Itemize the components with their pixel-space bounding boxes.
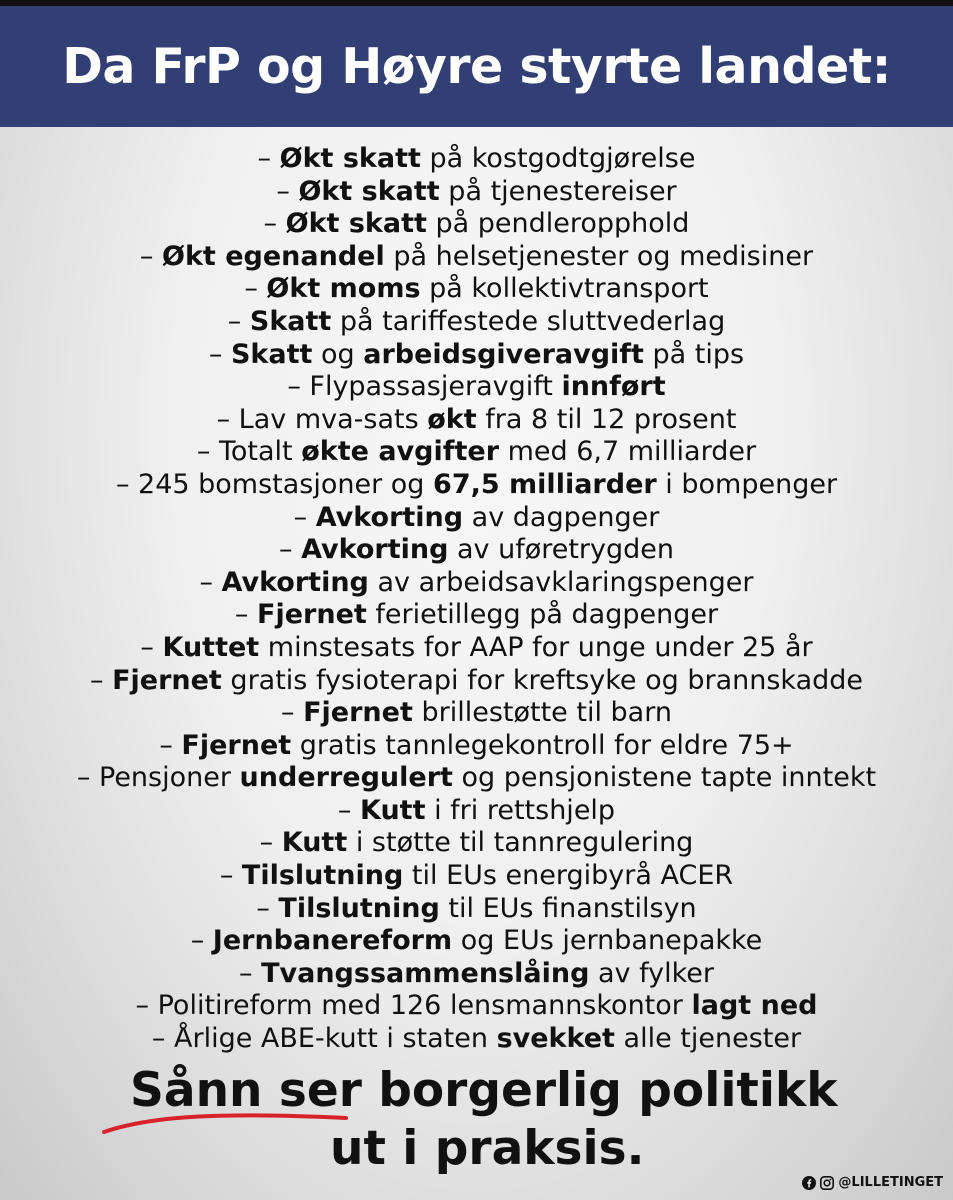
emphasis-text: Tvangssammenslåing: [261, 957, 590, 989]
item-text: på tjenestereiser: [439, 175, 677, 207]
list-item: [0, 143, 953, 176]
item-text: –: [257, 143, 280, 174]
list-item: [0, 567, 953, 600]
item-text: –: [293, 501, 316, 533]
item-text: – Lav mva-sats: [216, 403, 428, 435]
list-item: [0, 306, 953, 339]
item-text: –: [276, 175, 299, 207]
list-item: [0, 697, 953, 730]
item-text: gratis tannlegekontroll for eldre 75+: [291, 729, 794, 761]
item-text: –: [234, 599, 258, 631]
item-text: i støtte til tannregulering: [347, 827, 694, 859]
emphasis-text: Fjernet: [257, 599, 367, 631]
list-item: [0, 241, 953, 274]
item-text: – Totalt: [196, 436, 302, 468]
item-text: minstesats for AAP for unge under 25 år: [259, 631, 813, 663]
list-item: [0, 176, 953, 209]
item-text: og: [312, 338, 364, 370]
emphasis-text: Økt skatt: [279, 143, 421, 174]
list-item: [0, 599, 953, 632]
item-text: –: [89, 664, 113, 696]
emphasis-text: Jernbanereform: [212, 925, 453, 957]
item-text: –: [139, 240, 163, 272]
emphasis-text: Tilslutning: [241, 860, 404, 892]
emphasis-text: innført: [561, 371, 666, 403]
policy-list: [0, 143, 953, 1056]
item-text: på helsetjenester og medisiner: [384, 240, 814, 272]
item-text: av fylker: [589, 957, 714, 989]
item-text: på tips: [643, 338, 745, 370]
closing-line-1: Sånn ser borgerlig politikk: [130, 1063, 838, 1118]
emphasis-text: Fjernet: [181, 729, 292, 761]
item-text: –: [337, 794, 360, 826]
emphasis-text: Avkorting: [301, 534, 449, 566]
item-text: brillestøtte til barn: [412, 697, 672, 729]
emphasis-text: Fjernet: [303, 697, 413, 729]
list-item: [0, 958, 953, 991]
item-text: på kollektivtransport: [420, 273, 709, 305]
item-text: – Årlige ABE-kutt i staten: [151, 1023, 497, 1055]
emphasis-text: Fjernet: [112, 664, 222, 696]
emphasis-text: arbeidsgiveravgift: [363, 338, 644, 370]
item-text: –: [199, 566, 222, 598]
item-text: –: [190, 925, 213, 957]
page-title: Da FrP og Høyre styrte landet:: [62, 38, 891, 95]
list-item: [0, 860, 953, 893]
item-text: – 245 bomstasjoner og: [115, 468, 434, 500]
list-item: [0, 925, 953, 958]
list-item: [0, 436, 953, 469]
emphasis-text: Avkorting: [221, 566, 369, 598]
list-item: [0, 632, 953, 665]
list-item: [0, 404, 953, 437]
list-item: [0, 762, 953, 795]
item-text: av dagpenger: [463, 501, 660, 533]
list-item: [0, 893, 953, 926]
header-banner: [0, 6, 953, 127]
item-text: –: [278, 534, 302, 566]
emphasis-text: økte avgifter: [301, 436, 500, 468]
emphasis-text: Avkorting: [315, 501, 464, 533]
list-item: [0, 208, 953, 241]
item-text: fra 8 til 12 prosent: [476, 403, 737, 435]
item-text: gratis fysioterapi for kreftsyke og brannskadde: [221, 664, 864, 696]
item-text: – Flypassasjeravgift: [287, 371, 562, 403]
item-text: og EUs jernbanepakke: [452, 925, 763, 957]
list-item: [0, 795, 953, 828]
item-text: –: [259, 827, 282, 859]
emphasis-text: Skatt: [249, 305, 332, 337]
emphasis-text: Kuttet: [162, 631, 260, 663]
emphasis-text: Økt skatt: [285, 208, 427, 240]
item-text: på pendleropphold: [426, 208, 690, 240]
item-text: ferietillegg på dagpenger: [366, 599, 719, 631]
item-text: – Pensjoner: [76, 762, 240, 794]
item-text: –: [159, 729, 182, 761]
footer-credit: [802, 1175, 943, 1190]
emphasis-text: Kutt: [281, 827, 348, 859]
list-item: [0, 665, 953, 698]
item-text: –: [263, 208, 286, 240]
item-text: –: [140, 631, 163, 663]
item-text: –: [281, 697, 304, 729]
item-text: på tariffestede sluttvederlag: [331, 305, 726, 337]
item-text: – Politireform med 126 lensmannskontor: [135, 990, 692, 1022]
emphasis-text: økt: [427, 403, 477, 435]
list-item: [0, 502, 953, 535]
item-text: til EUs finanstilsyn: [439, 892, 697, 924]
footer-handle: @LILLETINGET: [838, 1175, 943, 1190]
closing-line-2: ut i praksis.: [330, 1121, 645, 1176]
item-text: i fri rettshjelp: [425, 794, 616, 826]
instagram-icon: [820, 1176, 834, 1190]
list-item: [0, 371, 953, 404]
emphasis-text: Økt moms: [266, 273, 421, 305]
list-item: [0, 827, 953, 860]
emphasis-text: 67,5 milliarder: [433, 468, 657, 500]
list-item: [0, 730, 953, 763]
item-text: alle tjenester: [614, 1023, 802, 1055]
item-text: i bompenger: [656, 468, 838, 500]
emphasis-text: lagt ned: [691, 990, 818, 1022]
item-text: med 6,7 milliarder: [499, 436, 757, 468]
emphasis-text: Økt skatt: [298, 175, 440, 207]
item-text: –: [256, 892, 279, 924]
emphasis-text: underregulert: [239, 762, 453, 794]
item-text: –: [244, 273, 267, 305]
list-item: [0, 469, 953, 502]
list-item: [0, 1023, 953, 1056]
list-item: [0, 990, 953, 1023]
item-text: –: [219, 860, 242, 892]
item-text: –: [208, 338, 231, 370]
red-underline-stroke: [100, 1110, 350, 1140]
emphasis-text: Økt egenandel: [162, 240, 385, 272]
emphasis-text: Kutt: [360, 794, 426, 826]
item-text: og pensjonistene tapte inntekt: [452, 762, 877, 794]
item-text: på kostgodtgjørelse: [420, 143, 696, 174]
item-text: av uføretrygden: [448, 534, 675, 566]
list-item: [0, 273, 953, 306]
emphasis-text: svekket: [496, 1023, 615, 1055]
facebook-icon: [802, 1176, 816, 1190]
item-text: –: [227, 305, 250, 337]
item-text: av arbeidsavklaringspenger: [368, 566, 754, 598]
list-item: [0, 339, 953, 372]
list-item: [0, 534, 953, 567]
item-text: –: [239, 957, 262, 989]
item-text: til EUs energibyrå ACER: [403, 860, 734, 892]
emphasis-text: Tilslutning: [278, 892, 440, 924]
emphasis-text: Skatt: [230, 338, 313, 370]
